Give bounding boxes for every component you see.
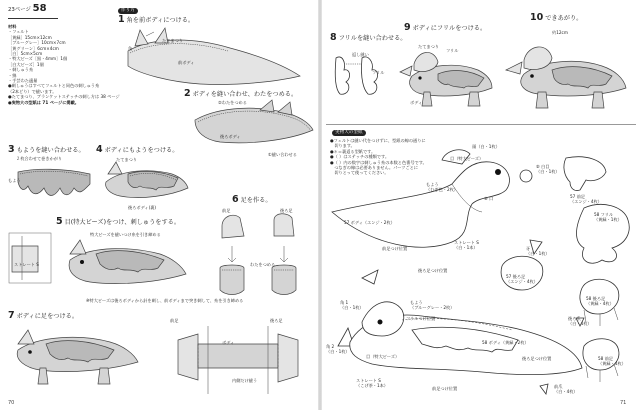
- materials-block: [8, 24, 120, 105]
- materials-line: ・刺しゅう糸: [8, 67, 34, 73]
- pattern-label-beak: ⑧ 口: [484, 196, 494, 201]
- pattern-label-moyou-57: [426, 182, 458, 193]
- piece-name: 58 ボディ: [482, 340, 501, 345]
- step2-illustration: [190, 100, 315, 155]
- piece-name: ストレート S: [356, 378, 381, 383]
- step-5: [56, 218, 180, 227]
- materials-line: ・手芸わた適量: [8, 78, 38, 84]
- piece-sub: （エンジ・4枚）: [570, 199, 602, 205]
- step-text: 目(特大ビーズ)をつけ、刺しゅうをする。: [64, 219, 181, 226]
- label-back-body-inside: 後ろボディ(裏): [128, 205, 157, 210]
- piece-sub: （白・4枚）: [554, 389, 578, 395]
- step-2: [184, 90, 297, 99]
- pattern-label-fang: [526, 246, 550, 257]
- header-rule: [8, 18, 58, 19]
- pattern-label-horn-1: [340, 300, 364, 311]
- pattern-label-back-leg-57: [506, 274, 538, 285]
- pattern-label-front-leg-57: [570, 194, 602, 205]
- piece-sub: （白・1枚）: [326, 349, 350, 355]
- pattern-note: ●（ ）はステッチの種類です。: [330, 154, 390, 160]
- step3-illustration: [14, 166, 94, 202]
- pattern-label-straight-57: [454, 240, 479, 251]
- step-3: [8, 146, 85, 155]
- header-ref: 23ページ: [8, 7, 31, 13]
- step-text: ボディにもようをつける。: [104, 147, 179, 154]
- step-6: [232, 196, 272, 205]
- piece-sub: （エンジ・4枚）: [506, 279, 538, 285]
- piece-name: もよう: [410, 300, 423, 305]
- step7-illustration: [10, 326, 140, 396]
- step-text: 角を前ボディにつける。: [126, 17, 195, 24]
- pattern-label-straight-58: [356, 378, 388, 389]
- label-front-body: 前ボディ: [178, 60, 195, 65]
- step-number: 9: [404, 22, 411, 33]
- materials-line: ［白］5cm×5cm: [8, 51, 43, 57]
- piece-name: 後ろ爪: [568, 316, 581, 321]
- right-page: [322, 0, 640, 410]
- piece-sub: （白・1枚）: [526, 251, 550, 257]
- step-number: 2: [184, 88, 191, 99]
- piece-sub: （黄緑・4枚）: [598, 361, 626, 367]
- piece-sub: （むぎ色・2枚）: [426, 187, 458, 193]
- pattern-note: ●フェルトは縫い代をつけずに、型紙の線の通りに: [330, 138, 426, 143]
- label-straight-stitch: ストレート S: [14, 262, 39, 267]
- step7-detail: [168, 320, 314, 400]
- piece-sub: （こげ茶・1本）: [356, 383, 388, 389]
- step-number: 7: [8, 310, 15, 321]
- piece-sub: （白・1枚）: [536, 169, 560, 175]
- step4-illustration: [100, 160, 190, 210]
- materials-line: ●刺しゅうはすべてフェルトと同色の刺しゅう糸: [8, 83, 100, 89]
- step-number: 6: [232, 194, 239, 205]
- step-9: [404, 24, 486, 33]
- materials-line: （2本どり）で縫います。: [8, 88, 57, 94]
- materials-title: 材料: [8, 24, 17, 29]
- step-text: ボディを縫い合わせ、わたをつめる。: [192, 91, 298, 98]
- how-to-label: 作り方: [118, 8, 138, 14]
- label-back-stitch: 返し縫い: [352, 52, 369, 57]
- page-number-left: 70: [8, 400, 15, 406]
- step-number: 4: [96, 144, 103, 155]
- label-stuff: ②わたをつめる: [218, 100, 247, 105]
- piece-sub: （黄緑・4枚）: [586, 301, 614, 307]
- materials-line: ●たてまつり、ブランケットステッチの刺し方は 38 ページ: [8, 94, 120, 100]
- step-8: [330, 34, 406, 43]
- piece-name: 目: [450, 156, 455, 161]
- materials-line: ・特大ビーズ［黒・4mm］1個: [8, 56, 68, 62]
- step8-illustration: [332, 50, 392, 106]
- step-number: 3: [8, 144, 15, 155]
- piece-name: 58 フリル: [594, 212, 614, 217]
- left-page: [0, 0, 318, 410]
- materials-line: ［白大ビーズ］1個: [8, 61, 44, 67]
- page-header: [8, 3, 47, 14]
- materials-line: ・綿: [8, 72, 17, 78]
- pattern-label-backleg-pos: 後ろ足つけ位置: [418, 268, 448, 273]
- step-number: 5: [56, 216, 63, 227]
- label-sew-together: ①縫い合わせる: [268, 152, 297, 157]
- piece-name: 57 後ろ足: [506, 274, 526, 279]
- materials-line: ・フェルト: [8, 29, 29, 35]
- pattern-title: 実物大の型紙: [332, 130, 366, 136]
- piece-sub: （黄緑・2枚）: [500, 340, 529, 345]
- label-back-leg: 後ろ足: [270, 318, 283, 323]
- label-pattern: もよう: [8, 178, 21, 183]
- step5-illustration: [60, 236, 190, 296]
- step-text: 足を作る。: [240, 197, 272, 204]
- pattern-label-back-leg-58: [586, 296, 614, 307]
- page-number-right: 71: [620, 400, 627, 406]
- piece-sub: （ブルーグレー・2枚）: [410, 305, 455, 311]
- pattern-note: ●（ ）内の数字は刺しゅう糸の本数と色番号です。: [330, 159, 427, 165]
- step6-illustration: [212, 206, 312, 306]
- label-front-leg: 前足: [170, 318, 179, 323]
- label-leg-stuff: わたをつめる: [250, 262, 276, 267]
- piece-name: 前爪: [554, 384, 563, 389]
- section-divider: [326, 124, 636, 125]
- step5-inset: [8, 232, 52, 284]
- pattern-label-frill-pos: フリルつけ位置: [406, 316, 436, 321]
- pattern-label-eye-58: [366, 354, 399, 359]
- piece-name: 57 前足: [570, 194, 586, 199]
- piece-name: ストレート S: [454, 240, 479, 245]
- pattern-label-backleg-pos-58: 後ろ足つけ位置: [522, 356, 552, 361]
- step-number: 1: [118, 14, 125, 25]
- materials-line: ［黄緑］15cm×12cm: [8, 34, 52, 40]
- piece-name: 57 ボディ: [344, 220, 363, 225]
- pattern-label-back-claw: [568, 316, 592, 327]
- piece-name: 58 前足: [598, 356, 614, 361]
- piece-name: 牙: [526, 246, 531, 251]
- header-number: 58: [32, 3, 47, 14]
- step-1: [118, 16, 194, 25]
- label-frill: フリル: [446, 48, 459, 53]
- piece-name: 頭: [472, 144, 477, 149]
- step-10: [530, 14, 582, 23]
- pattern-label-horn-2: [326, 344, 350, 355]
- step-number: 10: [530, 12, 544, 23]
- pattern-label-eye: [450, 156, 483, 161]
- piece-sub: （エンジ・2枚）: [362, 220, 395, 225]
- materials-line: ●実物大の型紙は 71 ページに掲載。: [8, 99, 79, 105]
- piece-sub: （白・1枚）: [476, 144, 500, 149]
- step-7: [8, 312, 78, 321]
- piece-name: ⑤ 白目: [536, 164, 550, 169]
- size-note: 約12cm: [552, 30, 568, 35]
- step-text: もようを縫い合わせる。: [16, 147, 85, 154]
- step-text: ボディにフリルをつける。: [412, 25, 487, 32]
- piece-sub: （特大ビーズ）: [454, 156, 484, 161]
- pattern-label-frontleg-pos: 前足つけ位置: [382, 246, 408, 251]
- finished-dinosaur: [502, 36, 632, 116]
- pattern-label-body-58: [482, 340, 529, 345]
- label-front-leg: 前足: [222, 208, 231, 213]
- piece-sub: （黄緑・1枚）: [594, 217, 622, 223]
- label-frill: フリル: [372, 70, 385, 75]
- pattern-label-frill-58: [594, 212, 622, 223]
- materials-line: ［ブルーグレー］10cm×7cm: [8, 40, 66, 46]
- pattern-label-claw: [554, 384, 578, 395]
- label-back-body: 後ろボディ: [220, 134, 241, 139]
- pattern-label-body-57: [344, 220, 395, 225]
- piece-name: 目: [366, 354, 371, 359]
- label-body: ボディ: [410, 100, 423, 105]
- pattern-pieces: [322, 150, 640, 405]
- pattern-note: 切りとって使ってください。: [330, 170, 389, 176]
- pattern-note: ●＊＝裏返る型紙です。: [330, 148, 376, 154]
- label-horn: 角: [128, 46, 133, 51]
- label-two-pieces: ２枚合わせて巻きかがり: [16, 156, 63, 161]
- pattern-label-head: [472, 144, 500, 149]
- label-back-leg: 後ろ足: [280, 208, 293, 213]
- piece-sub: （白・1枚）: [340, 305, 364, 311]
- label-tatematsuri: たてまつり: [418, 44, 439, 49]
- piece-name: もよう: [426, 182, 439, 187]
- piece-sub: （白・1本）: [454, 245, 478, 251]
- piece-name: 58 後ろ足: [586, 296, 606, 301]
- piece-name: 角 1: [340, 300, 349, 305]
- label-bead-note: 特大ビーズを縫いつけ糸を引き締める: [90, 232, 161, 237]
- pattern-label-front-leg-58: [598, 356, 626, 367]
- step-text: できあがり。: [545, 15, 583, 22]
- pattern-label-frontleg-pos-58: 前足つけ位置: [432, 386, 458, 391]
- piece-sub: （特大ビーズ）: [370, 354, 400, 359]
- pattern-label-white: [536, 164, 560, 175]
- step-4: [96, 146, 178, 155]
- label-eye-note: ※特大ビーズは後ろボディから針を刺し、前ボディまで突き刺して、糸を引き締める: [86, 298, 244, 303]
- step-text: ボディに足をつける。: [16, 313, 79, 320]
- materials-line: ［黄グリーン］6cm×4cm: [8, 45, 59, 51]
- label-sew-inner: 内側だけ縫う: [232, 378, 258, 383]
- piece-name: 角 2: [326, 344, 335, 349]
- pattern-label-moyou-58: [410, 300, 454, 311]
- pattern-note: 切ります。: [330, 143, 355, 149]
- label-tatematsuri: たてまつり: [116, 157, 137, 162]
- pattern-note: つなぎの線は必要ありません。パーツごとに: [330, 165, 419, 171]
- step-text: フリルを縫い合わせる。: [338, 35, 407, 42]
- label-tatematsuri: たてまつり: [162, 38, 183, 43]
- piece-sub: （白・4枚）: [568, 321, 592, 327]
- step-number: 8: [330, 32, 337, 43]
- label-body: ボディ: [222, 340, 235, 345]
